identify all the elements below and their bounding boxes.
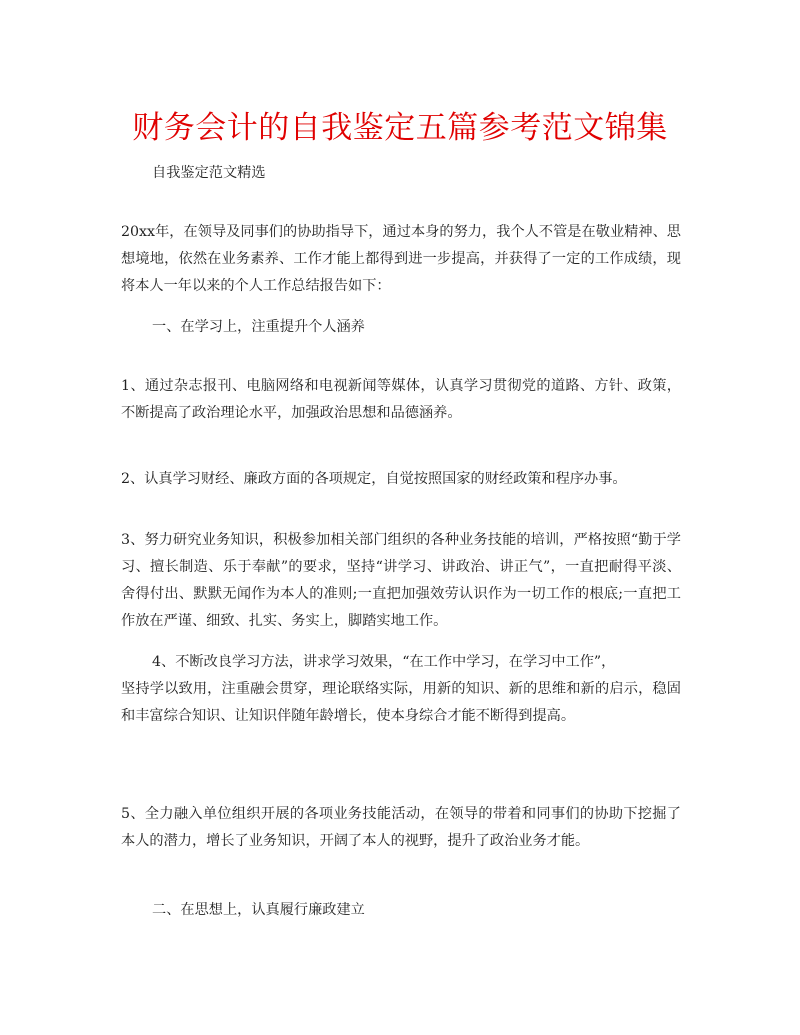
document-subtitle: 自我鉴定范文精选 bbox=[152, 165, 266, 181]
paragraph-item-5: 5、全力融入单位组织开展的各项业务技能活动，在领导的带着和同事们的协助下挖掘了本人的潜力，增长了业务知识，开阔了本人的视野，提升了政治业务才能。 bbox=[121, 806, 681, 849]
paragraph-item-4-first-line: 4、不断改良学习方法，讲求学习效果，“在工作中学习，在学习中工作”， bbox=[152, 654, 616, 670]
section-heading-2: 二、在思想上，认真履行廉政建立 bbox=[152, 902, 365, 918]
paragraph-intro: 20xx年，在领导及同事们的协助指导下，通过本身的努力，我个人不管是在敬业精神、思想境地，依然在业务素养、工作才能上都得到进一步提高，并获得了一定的工作成绩，现将本人一年以来的个人工作总结报告如下： bbox=[121, 224, 681, 294]
section-heading-1: 一、在学习上，注重提升个人涵养 bbox=[152, 319, 365, 335]
paragraph-item-3: 3、努力研究业务知识，积极参加相关部门组织的各种业务技能的培训，严格按照“勤于学习、擅长制造、乐于奉献”的要求，坚持“讲学习、讲政治、讲正气”，一直把耐得平淡、舍得付出、默默无闻作为本人的准则;一直把加强效劳认识作为一切工作的根底;一直把工作放在严谨、细致、扎实、务实上，脚踏实地工作。 bbox=[121, 532, 681, 629]
paragraph-item-4: 坚持学以致用，注重融会贯穿，理论联络实际，用新的知识、新的思维和新的启示，稳固和丰富综合知识、让知识伴随年龄增长，使本身综合才能不断得到提高。 bbox=[121, 681, 681, 724]
document-title: 财务会计的自我鉴定五篇参考范文锦集 bbox=[132, 110, 668, 146]
paragraph-item-2: 2、认真学习财经、廉政方面的各项规定，自觉按照国家的财经政策和程序办事。 bbox=[121, 471, 627, 487]
paragraph-item-1: 1、通过杂志报刊、电脑网络和电视新闻等媒体，认真学习贯彻党的道路、方针、政策，不断提高了政治理论水平，加强政治思想和品德涵养。 bbox=[121, 378, 681, 421]
